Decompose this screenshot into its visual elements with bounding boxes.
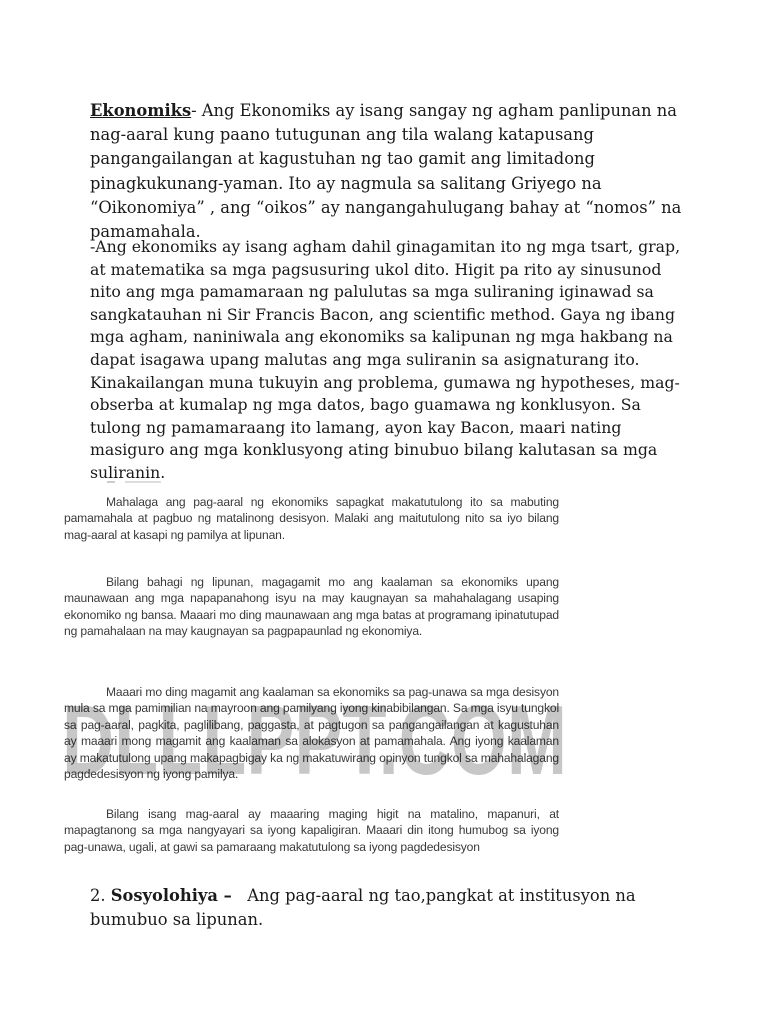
ekonomiks-definition xyxy=(90,99,690,244)
scanned-paragraph-4: Bilang isang mag-aaral ay maaaring maging higit na matalino, mapanuri, at mapagtanong sa mga nangyayari sa iyong kapaligiran. Maaari din itong humubog sa iyong pag-unawa, ugali, at gawi sa pamaraang makatutulong sa iyong pagdedesisyon xyxy=(64,807,559,854)
scanned-paragraph-1: Mahalaga ang pag-aaral ng ekonomiks sapagkat makatutulong ito sa mabuting pamamahala at pagbuo ng matalinong desisyon. Malaki ang maitutulong nito sa iyo bilang mag-aaral at kasapi ng pamilya at lipunan. xyxy=(64,495,559,542)
stray-dash-mark xyxy=(105,478,165,486)
ekonomiks-term: Ekonomiks xyxy=(90,101,192,120)
sosyolohiya-definition-text: Ang pag-aaral ng tao,pangkat at institusyon na bumubuo sa lipunan. xyxy=(90,886,636,929)
ekonomiks-science-paragraph: -Ang ekonomiks ay isang agham dahil ginagamitan ito ng mga tsart, grap, at matematika sa mga pagsusuring ukol dito. Higit pa rito ay sinusunod nito ang mga pamamaraan ng palulutas sa mga suliraning iginawad sa sangkatauhan ni Sir Francis Bacon, ang scientific method. Gaya ng ibang mga agham, naniniwala ang ekonomiks sa kalipunan ng mga hakbang na dapat isagawa upang malutas ang mga suliranin sa asignaturang ito. Kinakailangan muna tukuyin ang problema, gumawa ng hypotheses, mag-obserba at kumalap ng mga datos, bago guamawa ng konklusyon. Sa tulong ng pamamaraang ito lamang, ayon kay Bacon, maari nating masiguro ang mga konklusyong ating binubuo bilang kalutasan sa mga suliranin. xyxy=(90,237,681,482)
sosyolohiya-term: Sosyolohiya – xyxy=(110,886,232,905)
sosyolohiya-definition xyxy=(90,884,690,932)
scanned-paragraph-2: Bilang bahagi ng lipunan, magagamit mo ang kaalaman sa ekonomiks upang maunawaan ang mga napapanahong isyu na may kaugnayan sa mahahalagang usaping ekonomiko ng bansa. Maaari mo ding maunawaan ang mga batas at programang ipinatutupad ng pamahalaan na may kaugnayan sa pagpapaunlad ng ekonomiya. xyxy=(64,575,559,639)
scanned-excerpt xyxy=(64,494,559,866)
watermark-text: DLLLPPT.COM xyxy=(62,690,567,786)
ekonomiks-definition-text: - Ang Ekonomiks ay isang sangay ng agham panlipunan na nag-aaral kung paano tutugunan ang tila walang katapusang pangangailangan at kagustuhan ng tao gamit ang limitadong pinagkukunang-yaman. Ito ay nagmula sa salitang Griyego na “Oikonomiya” , ang “oikos” ay nangangahulugang bahay at “nomos” na pamamahala. xyxy=(90,101,682,242)
section-number: 2. xyxy=(90,886,106,905)
scanned-paragraph-3: Maaari mo ding magamit ang kaalaman sa ekonomiks sa pag-unawa sa mga desisyon mula sa mga pamimilian na mayroon ang pamilyang iyong kinabibilangan. Sa mga isyu tungkol sa pag-aaral, pagkita, paglilibang, paggasta, at pagtugon sa pangangailangan at kagustuhan ay maaari mong magamit ang kaalaman sa alokasyon at pamamahala. Ang iyong kaalaman ay makatutulong upang makapagbigay ka ng makatuwirang opinyon tungkol sa mahahalagang pagdedesisyon ng iyong pamilya. xyxy=(64,685,559,782)
